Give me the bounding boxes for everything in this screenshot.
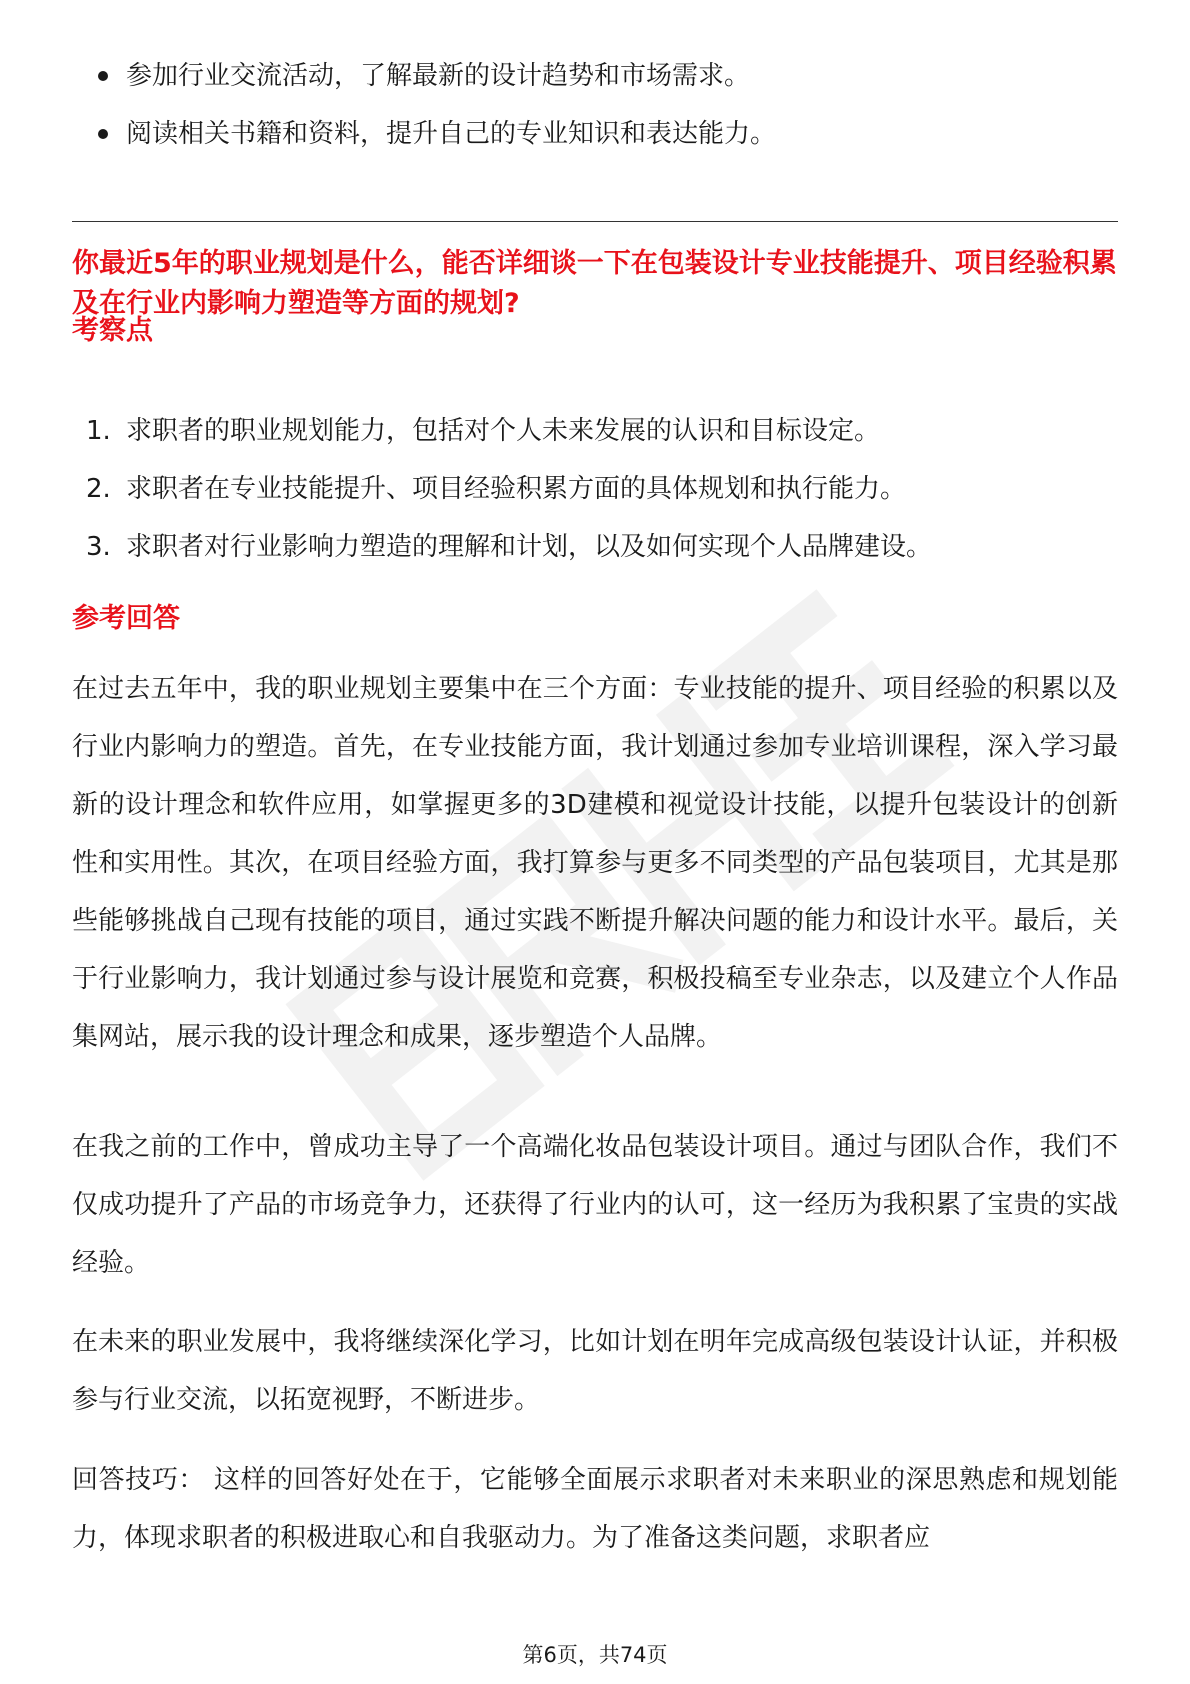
answer-tips-paragraph: 回答技巧： 这样的回答好处在于，它能够全面展示求职者对未来职业的深思熟虑和规划能力，体现求职者的积极进取心和自我驱动力。为了准备这类问题，求职者应: [72, 1465, 1118, 1553]
question-title: 你最近5年的职业规划是什么，能否详细谈一下在包装设计专业技能提升、项目经验积累及在行业内影响力塑造等方面的规划?: [72, 248, 1117, 319]
list-item: [72, 58, 1112, 94]
answer-paragraph: 在我之前的工作中，曾成功主导了一个高端化妆品包装设计项目。通过与团队合作，我们不仅成功提升了产品的市场竞争力，还获得了行业内的认可，这一经历为我积累了宝贵的实战经验。: [72, 1132, 1118, 1278]
page-number: 第6页，共74页: [522, 1643, 668, 1667]
point-number: 2.: [86, 474, 111, 504]
list-item: [72, 529, 1118, 565]
answer-heading: 参考回答: [72, 603, 180, 634]
bullet-dot: [98, 71, 108, 81]
point-number: 1.: [86, 416, 111, 446]
list-item: [72, 116, 1112, 152]
section-divider: [72, 221, 1118, 222]
point-number: 3.: [86, 532, 111, 562]
answer-paragraph: 在未来的职业发展中，我将继续深化学习，比如计划在明年完成高级包装设计认证，并积极参与行业交流，以拓宽视野，不断进步。: [72, 1327, 1118, 1415]
focus-point-list: [72, 413, 1118, 587]
focus-heading: 考察点: [72, 315, 153, 346]
intro-bullet-list: [72, 58, 1112, 174]
list-item: [72, 413, 1118, 449]
list-item: [72, 471, 1118, 507]
bullet-text: 参加行业交流活动，了解最新的设计趋势和市场需求。: [126, 61, 751, 91]
bullet-text: 阅读相关书籍和资料，提升自己的专业知识和表达能力。: [126, 119, 777, 149]
point-text: 求职者在专业技能提升、项目经验积累方面的具体规划和执行能力。: [126, 474, 907, 504]
answer-paragraph: 在过去五年中，我的职业规划主要集中在三个方面：专业技能的提升、项目经验的积累以及行业内影响力的塑造。首先，在专业技能方面，我计划通过参加专业培训课程，深入学习最新的设计理念和软件应用，如掌握更多的3D建模和视觉设计技能，以提升包装设计的创新性和实用性。其次，在项目经验方面，我打算参与更多不同类型的产品包装项目，尤其是那些能够挑战自己现有技能的项目，通过实践不断提升解决问题的能力和设计水平。最后，关于行业影响力，我计划通过参与设计展览和竞赛，积极投稿至专业杂志，以及建立个人作品集网站，展示我的设计理念和成果，逐步塑造个人品牌。: [72, 674, 1118, 1052]
bullet-dot: [98, 129, 108, 139]
point-text: 求职者对行业影响力塑造的理解和计划，以及如何实现个人品牌建设。: [126, 532, 933, 562]
point-text: 求职者的职业规划能力，包括对个人未来发展的认识和目标设定。: [126, 416, 881, 446]
